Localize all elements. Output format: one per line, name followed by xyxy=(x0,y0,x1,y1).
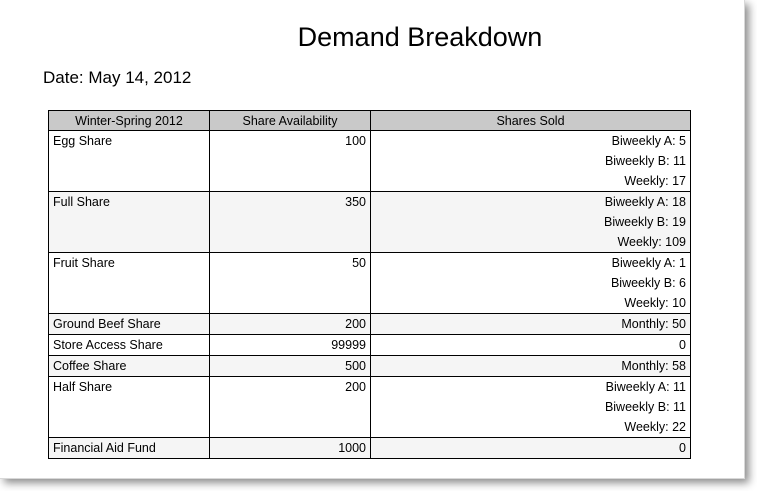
sold-line: Weekly: 109 xyxy=(617,235,686,249)
shares-sold xyxy=(371,192,691,253)
shares-sold xyxy=(371,131,691,192)
sold-line: Weekly: 22 xyxy=(624,420,686,434)
column-header-sold: Shares Sold xyxy=(371,111,691,131)
shares-sold xyxy=(371,356,691,377)
table-row xyxy=(49,335,691,356)
demand-table xyxy=(48,110,691,459)
table-row xyxy=(49,356,691,377)
sold-line: Biweekly A: 18 xyxy=(604,195,686,209)
share-name: Half Share xyxy=(49,377,210,438)
sold-line: Biweekly A: 1 xyxy=(611,256,686,270)
shares-sold xyxy=(371,335,691,356)
sold-line: Monthly: 50 xyxy=(621,317,686,331)
sold-line: Weekly: 17 xyxy=(624,174,686,188)
sold-line: Biweekly A: 5 xyxy=(611,134,686,148)
share-availability: 100 xyxy=(210,131,371,192)
shares-sold xyxy=(371,253,691,314)
table-row xyxy=(49,253,691,314)
column-header-share: Winter-Spring 2012 xyxy=(49,111,210,131)
share-availability: 50 xyxy=(210,253,371,314)
share-name: Store Access Share xyxy=(49,335,210,356)
share-name: Ground Beef Share xyxy=(49,314,210,335)
sold-line: 0 xyxy=(679,338,686,352)
table-row xyxy=(49,377,691,438)
share-name: Financial Aid Fund xyxy=(49,438,210,459)
shares-sold xyxy=(371,314,691,335)
sold-line: Monthly: 58 xyxy=(621,359,686,373)
share-availability: 500 xyxy=(210,356,371,377)
share-name: Full Share xyxy=(49,192,210,253)
table-row xyxy=(49,314,691,335)
table-body xyxy=(49,131,691,459)
shares-sold xyxy=(371,438,691,459)
sold-line: Biweekly B: 6 xyxy=(610,276,686,290)
share-availability: 200 xyxy=(210,314,371,335)
column-header-availability: Share Availability xyxy=(210,111,371,131)
share-name: Coffee Share xyxy=(49,356,210,377)
report-date: Date: May 14, 2012 xyxy=(43,68,192,87)
share-availability: 350 xyxy=(210,192,371,253)
sold-line: Biweekly B: 11 xyxy=(604,400,686,414)
share-name: Fruit Share xyxy=(49,253,210,314)
share-name: Egg Share xyxy=(49,131,210,192)
table-row xyxy=(49,192,691,253)
table-header-row xyxy=(49,111,691,131)
sold-line: Biweekly B: 19 xyxy=(604,215,686,229)
sold-line: Biweekly A: 11 xyxy=(605,380,686,394)
page-title: Demand Breakdown xyxy=(297,22,543,52)
shares-sold xyxy=(371,377,691,438)
sold-line: 0 xyxy=(679,441,686,455)
share-availability: 200 xyxy=(210,377,371,438)
table-row xyxy=(49,438,691,459)
share-availability: 1000 xyxy=(210,438,371,459)
share-availability: 99999 xyxy=(210,335,371,356)
table-row xyxy=(49,131,691,192)
sold-line: Biweekly B: 11 xyxy=(604,154,686,168)
sold-line: Weekly: 10 xyxy=(624,296,686,310)
